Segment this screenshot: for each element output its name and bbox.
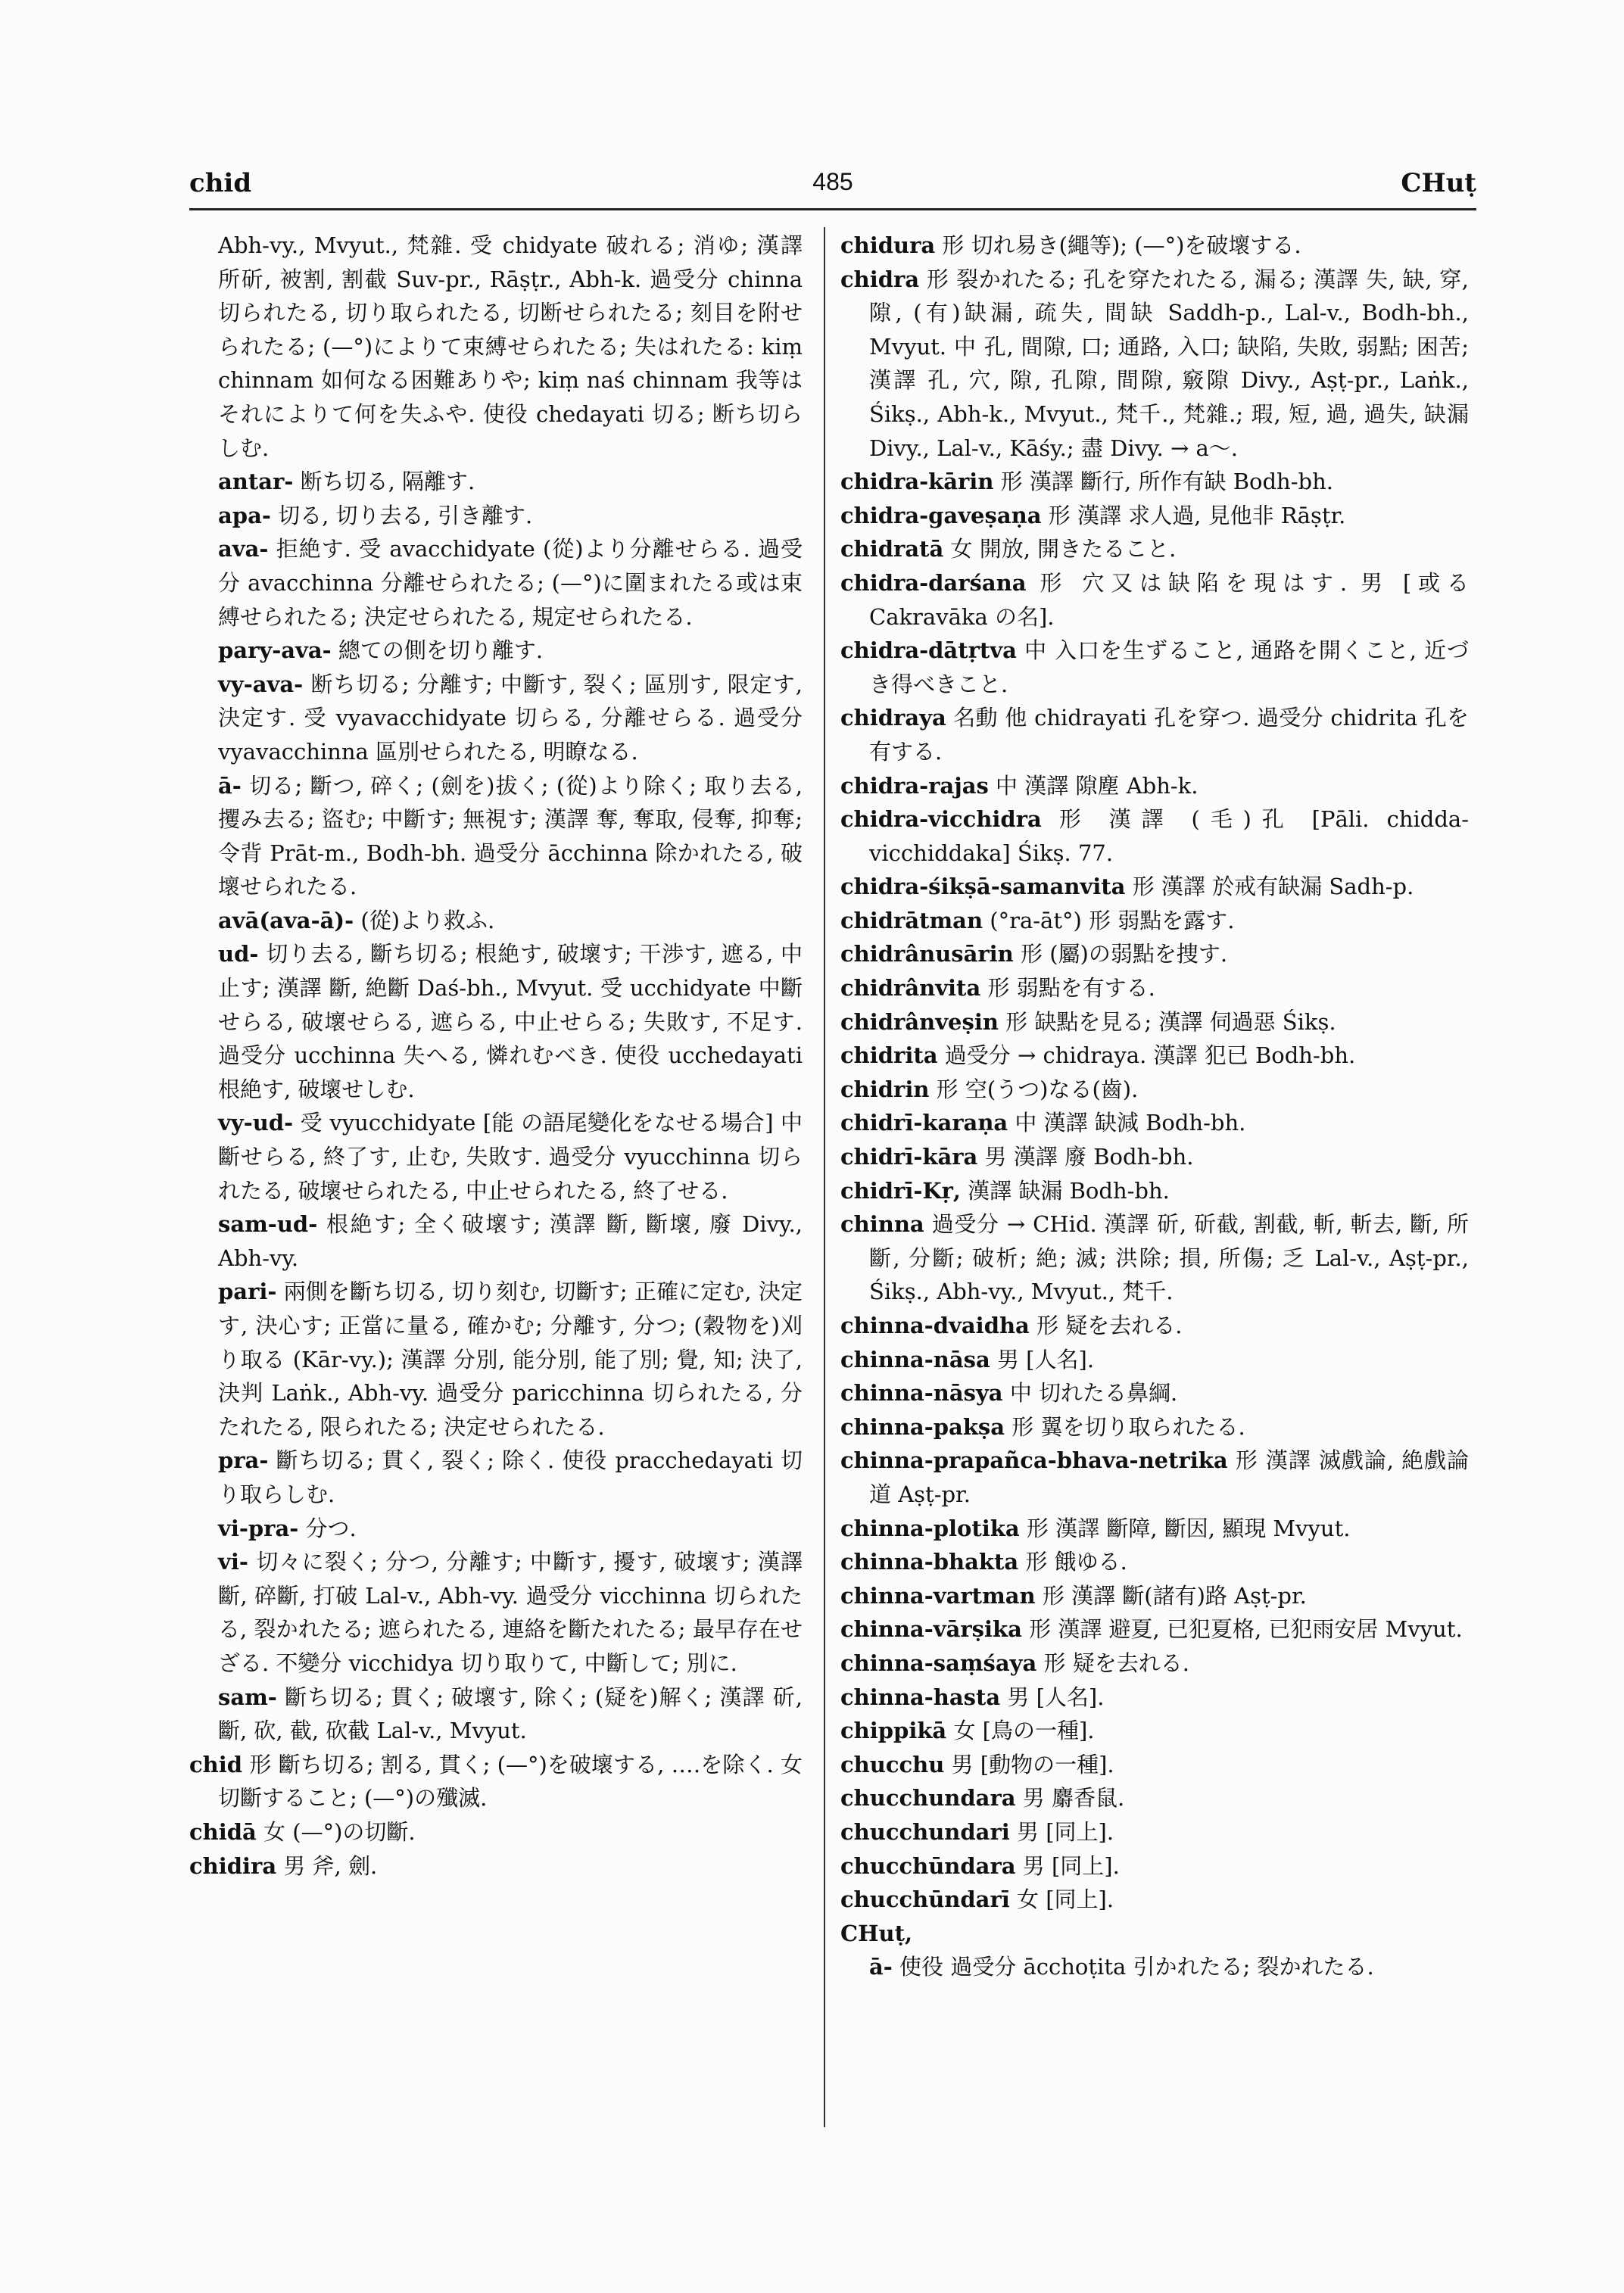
definition-text: 男 漢譯 廢 Bodh-bh. [984, 1144, 1194, 1170]
headword: chidrī-kāra [840, 1144, 978, 1170]
definition-text: 女 [鳥の一種]. [953, 1718, 1095, 1744]
definition-text: 分つ. [305, 1515, 357, 1541]
dictionary-entry [840, 263, 1469, 466]
sub-entry [189, 1681, 803, 1748]
dictionary-entry [840, 1512, 1469, 1546]
definition-text: 形 缺點を見る; 漢譯 伺過惡 Śikṣ. [1005, 1008, 1336, 1035]
dictionary-entry [840, 1917, 1469, 1951]
definition-text: 形 漢譯 斷行, 所作有缺 Bodh-bh. [1000, 469, 1333, 495]
headword: chidraya [840, 705, 946, 731]
definition-text: 名動 他 chidrayati 孔を穿つ. 過受分 chidrita 孔を有する. [869, 705, 1469, 765]
dictionary-entry [840, 1681, 1469, 1715]
definition-text: 形 (屬)の弱點を捜す. [1021, 941, 1228, 967]
definition-text: 切々に裂く; 分つ, 分離す; 中斷す, 擾す, 破壞す; 漢譯 斷, 碎斷, 打破 Lal-v., Abh-vy. 過受分 vicchinna 切られたる, 裂かれたる; 遮られたる, 連絡を斷たれたる; 最早存在せざる. 不變分 vicchidya 切り取りて, 中斷して; 別に. [218, 1549, 803, 1676]
headword: ā- [869, 1954, 893, 1980]
definition-text: 中 漢譯 隙塵 Abh-k. [996, 772, 1199, 799]
definition-text: 受 vyucchidyate [能 の語尾變化をなせる場合] 中斷せらる, 終了す, 止む, 失敗す. 過受分 vyucchinna 切られたる, 破壞せられたる, 中止せられたる, 終了せる. [218, 1110, 803, 1204]
definition-text: 男 [同上]. [1022, 1852, 1120, 1879]
definition-text: 拒絶す. 受 avacchidyate (從)より分離せらる. 過受分 avacchinna 分離せられたる; (—°)に圍まれたる或は束縛せられたる; 決定せられたる, 規定せられたる. [218, 536, 803, 630]
headword: chucchundara [840, 1785, 1016, 1812]
definition-text: (從)より救ふ. [360, 907, 495, 933]
dictionary-entry [840, 1343, 1469, 1377]
definition-text: 男 斧, 劍. [283, 1852, 378, 1879]
headword: chidra-rajas [840, 772, 989, 799]
dictionary-entry [840, 1883, 1469, 1917]
headword: chidrin [840, 1076, 930, 1102]
dictionary-entry [840, 566, 1469, 634]
headword: chidura [840, 232, 936, 258]
dictionary-entry [840, 499, 1469, 533]
definition-text: 形 疑を去れる. [1043, 1650, 1189, 1676]
dictionary-entry [840, 1748, 1469, 1782]
dictionary-entry [840, 532, 1469, 566]
dictionary-entry [840, 1781, 1469, 1815]
definition-text: 女 [同上]. [1016, 1886, 1114, 1913]
headword: chidra-dātṛtva [840, 637, 1017, 664]
dictionary-entry [840, 465, 1469, 499]
headword: avā(ava-ā)- [218, 907, 354, 933]
headword: chucchūndarī [840, 1886, 1010, 1913]
sub-entry [189, 1207, 803, 1275]
definition-text: 断ち切る; 分離す; 中斷す, 裂く; 區別す, 限定す, 決定す. 受 vyavacchidyate 切らる, 分離せらる. 過受分 vyavacchinna 區別せられたる, 明瞭なる. [218, 671, 803, 765]
definition-text: 使役 過受分 ācchoṭita 引かれたる; 裂かれたる. [899, 1954, 1374, 1980]
headword: antar- [218, 469, 294, 495]
headword: chidrânusārin [840, 941, 1014, 967]
definition-text: 男 [同上]. [1016, 1818, 1114, 1845]
definition-text: 形 斷ち切る; 割る, 貫く; (—°)を破壞する, ‥‥を除く. 女 切斷すること; (—°)の殲滅. [218, 1751, 803, 1812]
headword: chinna-saṃśaya [840, 1650, 1037, 1676]
sub-entry [189, 1512, 803, 1546]
dictionary-entry [840, 971, 1469, 1005]
headword: pra- [218, 1447, 269, 1474]
headword: ava- [218, 536, 269, 562]
dictionary-entry [840, 1647, 1469, 1681]
definition-text: 切る, 切り去る, 引き離す. [278, 502, 533, 528]
definition-text: 中 切れたる鼻綱. [1009, 1380, 1178, 1407]
headword: chinna-vārṣika [840, 1616, 1022, 1643]
dictionary-entry [840, 701, 1469, 768]
headword: chinna [840, 1211, 924, 1238]
definition-text: 根絶す; 全く破壞す; 漢譯 斷, 斷壞, 廢 Divy., Abh-vy. [218, 1211, 803, 1271]
headword: chidrātman [840, 907, 983, 933]
definition-text: 男 [人名]. [996, 1346, 1095, 1372]
headword: ud- [218, 941, 259, 967]
headword: chidra-vicchidra [840, 806, 1042, 833]
headword: sam- [218, 1684, 277, 1710]
entry-continuation [189, 229, 803, 465]
dictionary-entry [840, 904, 1469, 938]
sub-entry [189, 769, 803, 904]
headword: chidrânvita [840, 975, 981, 1002]
page-header [189, 168, 1476, 206]
definition-text: 形 漢譯 滅戲論, 絶戲論道 Aṣṭ-pr. [869, 1447, 1470, 1507]
definition-text: 形 疑を去れる. [1036, 1313, 1183, 1338]
headword: CHuṭ, [840, 1920, 913, 1946]
headword: chidrī-Kṛ, [840, 1177, 961, 1204]
headword: chinna-nāsya [840, 1380, 1003, 1407]
definition-text: 斷ち切る; 貫く, 裂く; 除く. 使役 pracchedayati 切り取らしむ. [218, 1447, 803, 1507]
headword: chidrânveṣin [840, 1008, 999, 1035]
definition-text: 形 穴又は缺陷を現はす. 男 [或る Cakravāka の名]. [869, 569, 1469, 630]
dictionary-entry [840, 1714, 1469, 1748]
headword: chucchundari [840, 1818, 1010, 1845]
page-number: 485 [812, 168, 853, 195]
dictionary-entry [840, 802, 1469, 870]
dictionary-entry [840, 1309, 1469, 1343]
definition-text: 男 [人名]. [1007, 1684, 1105, 1710]
headword: apa- [218, 502, 271, 528]
dictionary-entry [840, 1106, 1469, 1140]
definition-text: Abh-vy., Mvyut., 梵雜. 受 chidyate 破れる; 消ゆ; 漢譯 所斫, 被割, 割截 Suv-pr., Rāṣṭr., Abh-k. 過受分 chinna 切られたる, 切り取られたる, 切断せられたる; 刻目を附せられたる; (—°)によりて束縛せられたる; 失はれたる: kiṃ chinnam 如何なる困難ありや; kiṃ naś chinnam 我等はそれによりて何を失ふや. 使役 chedayati 切る; 断ち切らしむ. [218, 232, 803, 461]
sub-entry [189, 634, 803, 668]
definition-text: 男 麝香鼠. [1022, 1785, 1125, 1812]
right-column [840, 229, 1469, 1984]
headword: chinna-hasta [840, 1684, 1001, 1710]
definition-text: 形 切れ易き(繩等); (—°)を破壞する. [942, 232, 1301, 258]
dictionary-entry [840, 1849, 1469, 1883]
definition-text: 形 漢譯 (毛)孔 [Pāli. chidda-vicchiddaka] Śikṣ. 77. [869, 806, 1470, 866]
definition-text: 形 餓ゆる. [1025, 1549, 1127, 1575]
sub-entry [189, 1106, 803, 1207]
headword: sam-ud- [218, 1211, 318, 1238]
definition-text: 形 漢譯 斷(諸有)路 Aṣṭ-pr. [1042, 1582, 1307, 1609]
headword: pari- [218, 1279, 277, 1305]
headword: chippikā [840, 1718, 947, 1744]
dictionary-entry [840, 1444, 1469, 1511]
definition-text: 断ち切る, 隔離す. [300, 469, 475, 495]
header-right-guide-word: CHuṭ [1401, 168, 1476, 198]
definition-text: 形 漢譯 求人過, 見他非 Rāṣṭr. [1048, 502, 1346, 528]
definition-text: 斷ち切る; 貫く; 破壞す, 除く; (疑を)解く; 漢譯 斫, 斷, 砍, 截, 砍截 Lal-v., Mvyut. [218, 1684, 803, 1744]
headword: chinna-prapañca-bhava-netrika [840, 1447, 1228, 1474]
dictionary-entry [840, 229, 1469, 263]
dictionary-entry [840, 634, 1469, 701]
definition-text: 中 漢譯 缺減 Bodh-bh. [1015, 1110, 1246, 1136]
headword: chinna-dvaidha [840, 1313, 1030, 1338]
headword: chinna-bhakta [840, 1549, 1019, 1575]
definition-text: 形 空(うつ)なる(齒). [936, 1076, 1139, 1102]
headword: chidrī-karaṇa [840, 1110, 1008, 1136]
header-left-guide-word: chid [189, 168, 252, 198]
definition-text: 形 漢譯 於戒有缺漏 Sadh-p. [1132, 874, 1414, 900]
headword: chidra-śikṣā-samanvita [840, 874, 1126, 900]
definition-text: 總ての側を切り離す. [338, 637, 544, 664]
definition-text: 中 入口を生ずること, 通路を開くこと, 近づき得べきこと. [869, 637, 1470, 697]
dictionary-entry [840, 1140, 1469, 1174]
definition-text: 過受分 → CHid. 漢譯 斫, 斫截, 割截, 斬, 斬去, 斷, 所斷, 分斷; 破析; 絶; 滅; 洪除; 損, 所傷; 乏 Lal-v., Aṣṭ-pr., Śikṣ., Abh-vy., Mvyut., 梵千. [869, 1211, 1470, 1305]
headword: vi- [218, 1549, 248, 1575]
dictionary-entry [189, 1849, 803, 1883]
headword: chidra-darśana [840, 569, 1027, 596]
sub-entry [189, 1444, 803, 1511]
dictionary-entry [840, 1207, 1469, 1309]
sub-entry [189, 499, 803, 533]
definition-text: 切る; 斷つ, 碎く; (劍を)拔く; (從)より除く; 取り去る, 攫み去る; 盜む; 中斷す; 無視す; 漢譯 奪, 奪取, 侵奪, 抑奪; 令背 Prāt-m., Bodh-bh. 過受分 ācchinna 除かれたる, 破壞せられたる. [218, 772, 803, 900]
sub-entry [840, 1950, 1469, 1984]
header-rule [189, 208, 1476, 210]
dictionary-entry [189, 1748, 803, 1815]
definition-text: 女 (—°)の切斷. [263, 1818, 416, 1845]
headword: chidra-kārin [840, 469, 994, 495]
definition-text: 過受分 → chidraya. 漢譯 犯已 Bodh-bh. [944, 1042, 1356, 1069]
dictionary-entry [840, 1612, 1469, 1647]
headword: chinna-nāsa [840, 1346, 990, 1372]
dictionary-entry [840, 1039, 1469, 1073]
definition-text: (°ra-āt°) 形 弱點を露す. [990, 907, 1235, 933]
headword: chidrita [840, 1042, 938, 1069]
sub-entry [189, 937, 803, 1106]
definition-text: 男 [動物の一種]. [951, 1751, 1114, 1777]
dictionary-entry [189, 1815, 803, 1849]
dictionary-entry [840, 1545, 1469, 1579]
dictionary-entry [840, 1174, 1469, 1208]
sub-entry [189, 1545, 803, 1680]
definition-text: 兩側を斷ち切る, 切り刻む, 切斷す; 正確に定む, 決定す, 決心す; 正當に量る, 確かむ; 分離す, 分つ; (穀物を)刈り取る (Kār-vy.); 漢譯 分別, 能分別, 能了別; 覺, 知; 決了, 決判 Laṅk., Abh-vy. 過受分 paricchinna 切られたる, 分たれたる, 限られたる; 決定せられたる. [218, 1279, 803, 1440]
definition-text: 形 漢譯 斷障, 斷因, 顯現 Mvyut. [1026, 1515, 1351, 1541]
headword: chucchu [840, 1751, 945, 1777]
headword: ā- [218, 772, 242, 799]
dictionary-entry [840, 1073, 1469, 1107]
dictionary-entry [840, 769, 1469, 803]
definition-text: 形 翼を切り取られたる. [1011, 1413, 1245, 1440]
headword: chid [189, 1751, 243, 1777]
headword: chinna-plotika [840, 1515, 1020, 1541]
definition-text: 漢譯 缺漏 Bodh-bh. [968, 1177, 1170, 1204]
headword: chucchūndara [840, 1852, 1016, 1879]
column-divider [824, 227, 825, 2127]
definition-text: 女 開放, 開きたること. [950, 536, 1177, 562]
headword: chidra-gaveṣaṇa [840, 502, 1042, 528]
headword: chidira [189, 1852, 277, 1879]
left-column [189, 229, 803, 1883]
headword: vi-pra- [218, 1515, 299, 1541]
definition-text: 形 裂かれたる; 孔を穿たれたる, 漏る; 漢譯 失, 缺, 穿, 隙, (有)缺漏, 疏失, 間缺 Saddh-p., Lal-v., Bodh-bh., Mvyut. 中 孔, 間隙, 口; 通路, 入口; 缺陷, 失敗, 弱點; 困苦; 漢譯 孔, 穴, 隙, 孔隙, 間隙, 竅隙 Divy., Aṣṭ-pr., Laṅk., Śikṣ., Abh-k., Mvyut., 梵千., 梵雜.; 瑕, 短, 過, 過失, 缺漏 Divy., Lal-v., Kāśy.; 盡 Divy. → a〜. [869, 266, 1469, 461]
dictionary-entry [840, 1005, 1469, 1039]
dictionary-entry [840, 1410, 1469, 1444]
dictionary-entry [840, 937, 1469, 971]
dictionary-entry [840, 1815, 1469, 1849]
dictionary-entry [840, 1579, 1469, 1613]
sub-entry [189, 532, 803, 634]
dictionary-entry [840, 1376, 1469, 1410]
definition-text: 切り去る, 斷ち切る; 根絶す, 破壞す; 干渉す, 遮る, 中止す; 漢譯 斷, 絶斷 Daś-bh., Mvyut. 受 ucchidyate 中斷せらる, 破壞せらる, 遮らる, 中止せらる; 失敗す, 不足す. 過受分 ucchinna 失へる, 憐れむべき. 使役 ucchedayati 根絶す, 破壞せしむ. [218, 941, 803, 1102]
headword: chidra [840, 266, 920, 292]
headword: chidratā [840, 536, 944, 562]
definition-text: 形 漢譯 避夏, 已犯夏格, 已犯雨安居 Mvyut. [1029, 1616, 1463, 1643]
sub-entry [189, 1275, 803, 1444]
headword: chinna-pakṣa [840, 1413, 1005, 1440]
sub-entry [189, 465, 803, 499]
headword: chidā [189, 1818, 257, 1845]
headword: vy-ud- [218, 1110, 294, 1136]
dictionary-entry [840, 870, 1469, 904]
definition-text: 形 弱點を有する. [987, 975, 1155, 1002]
sub-entry [189, 904, 803, 938]
sub-entry [189, 668, 803, 769]
headword: pary-ava- [218, 637, 332, 664]
headword: vy-ava- [218, 671, 304, 697]
headword: chinna-vartman [840, 1582, 1036, 1609]
